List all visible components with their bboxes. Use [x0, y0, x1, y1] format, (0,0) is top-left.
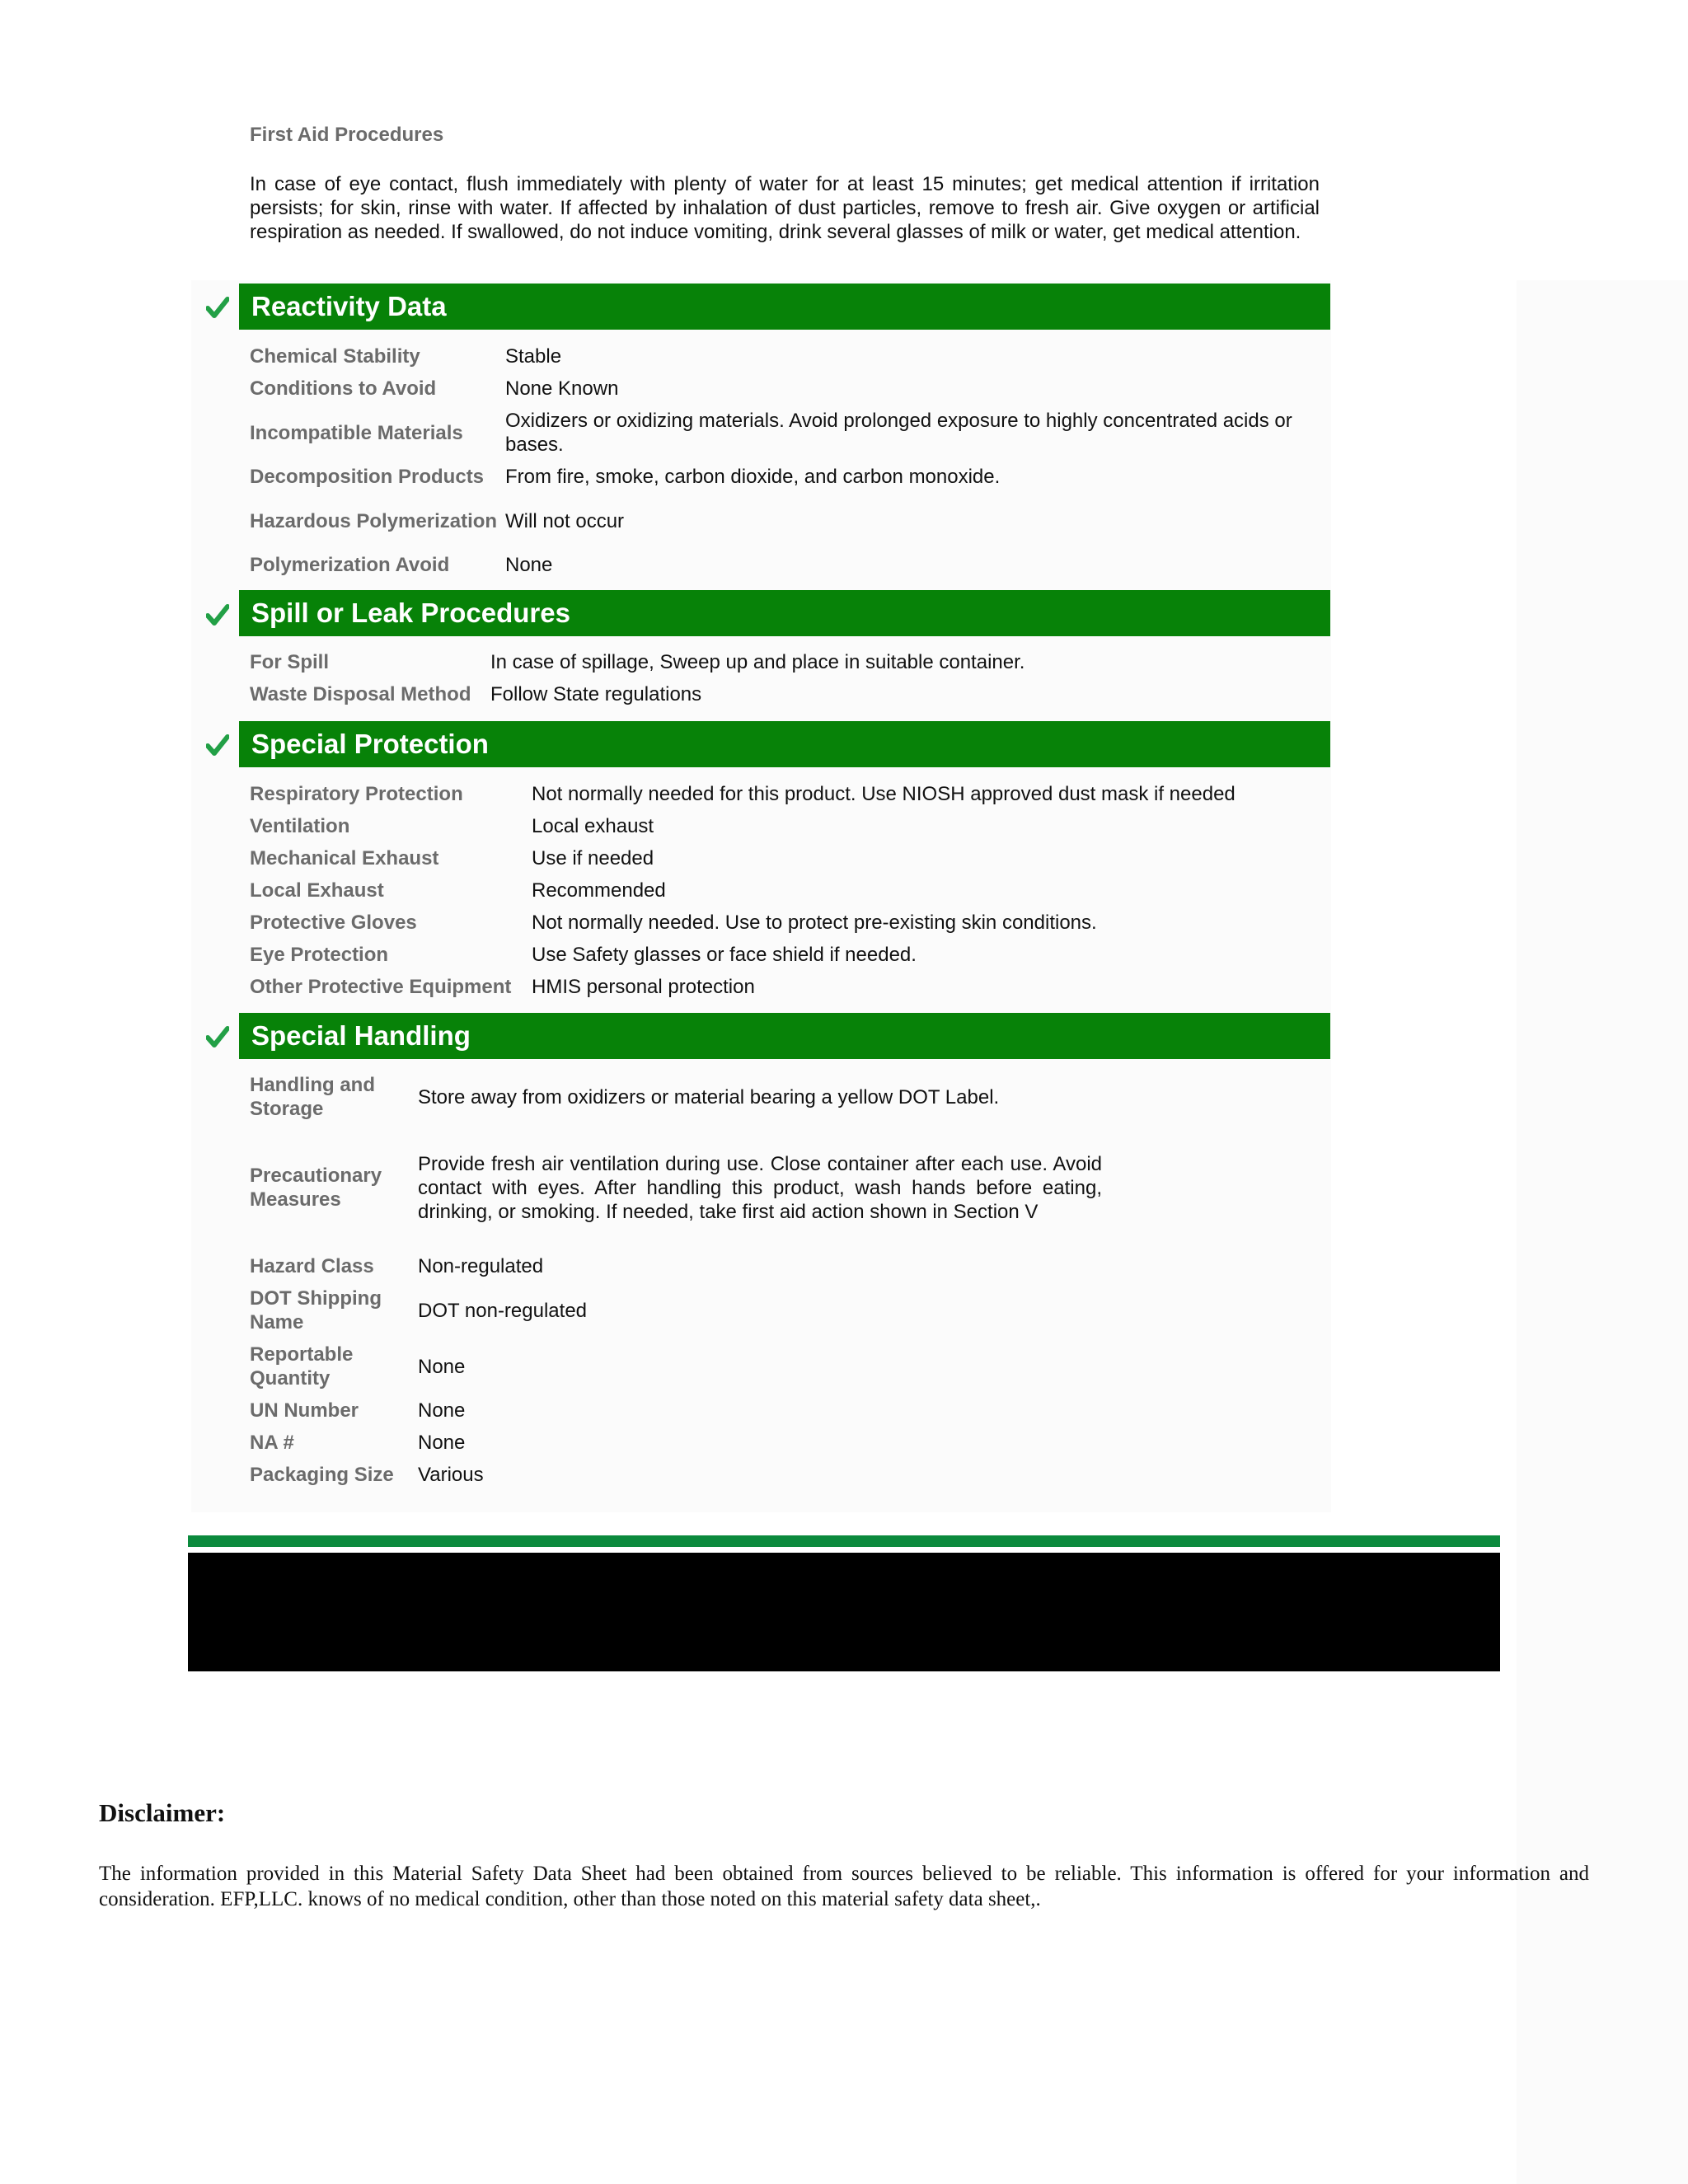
table-row: Respiratory Protection Not normally needed for this product. Use NIOSH approved dust mask if needed	[250, 783, 1236, 805]
disclaimer-text: The information provided in this Material Safety Data Sheet had been obtained from sources believed to be reliable. This information is offered for your information and consideration. EFP,LLC. knows of no medical condition, other than those noted on this material safety data sheet,.	[99, 1863, 1589, 1910]
section-header-handling: Special Handling	[239, 1013, 1330, 1059]
section-header-spill: Spill or Leak Procedures	[239, 590, 1330, 636]
checkmark-icon	[206, 604, 229, 626]
table-row: Ventilation Local exhaust	[250, 815, 654, 837]
table-row: Precautionary Measures Provide fresh air ventilation during use. Close container after each use. Avoid contact with eyes. After handling this product, wash hands before eating, drinking, or smoking. If needed, take first aid action shown in Section V	[250, 1152, 1102, 1223]
table-row: Chemical Stability Stable	[250, 345, 562, 368]
table-row: Incompatible Materials Oxidizers or oxidizing materials. Avoid prolonged exposure to highly concentrated acids or bases.	[250, 410, 1292, 456]
disclaimer-title: Disclaimer:	[99, 1798, 226, 1827]
table-row: NA # None	[250, 1432, 466, 1454]
table-row: Handling and Storage Store away from oxidizers or material bearing a yellow DOT Label.	[250, 1074, 1000, 1120]
table-row: UN Number None	[250, 1399, 466, 1422]
table-row: Eye Protection Use Safety glasses or face shield if needed.	[250, 944, 917, 966]
spill-table	[250, 646, 1315, 710]
table-row: Conditions to Avoid None Known	[250, 377, 619, 400]
table-row: Mechanical Exhaust Use if needed	[250, 847, 654, 869]
table-row: For Spill In case of spillage, Sweep up and place in suitable container.	[250, 651, 1025, 673]
table-row: Packaging Size Various	[250, 1464, 484, 1486]
table-row: Other Protective Equipment HMIS personal protection	[250, 976, 755, 998]
protection-table	[250, 778, 1323, 1003]
table-row: Polymerization Avoid None	[250, 554, 553, 576]
table-row: DOT Shipping Name DOT non-regulated	[250, 1287, 588, 1333]
table-row: Reportable Quantity None	[250, 1343, 466, 1390]
table-row: Waste Disposal Method Follow State regulations	[250, 683, 702, 705]
section-header-reactivity: Reactivity Data	[239, 284, 1330, 330]
table-row: Local Exhaust Recommended	[250, 879, 666, 902]
handling-table	[250, 1069, 1102, 1491]
footer-green-bar	[188, 1535, 1500, 1547]
checkmark-icon	[206, 1026, 229, 1047]
checkmark-icon	[206, 297, 229, 318]
section-header-protection: Special Protection	[239, 721, 1330, 767]
reactivity-table	[250, 340, 1313, 581]
table-row: Decomposition Products From fire, smoke, carbon dioxide, and carbon monoxide.	[250, 466, 1001, 488]
table-row: Hazard Class Non-regulated	[250, 1255, 544, 1277]
table-row: Protective Gloves Not normally needed. Use to protect pre-existing skin conditions.	[250, 912, 1097, 934]
table-row: Hazardous Polymerization Will not occur	[250, 509, 625, 532]
checkmark-icon	[206, 734, 229, 756]
first-aid-title: First Aid Procedures	[250, 124, 444, 146]
footer-black-band	[188, 1553, 1500, 1671]
first-aid-text: In case of eye contact, flush immediately with plenty of water for at least 15 minutes; get medical attention if irritation persists; for skin, rinse with water. If affected by inhalation of dust particles, remove to fresh air. Give oxygen or artificial respiration as needed. If swallowed, do not induce vomiting, drink several glasses of milk or water, get medical attention.	[250, 173, 1320, 243]
